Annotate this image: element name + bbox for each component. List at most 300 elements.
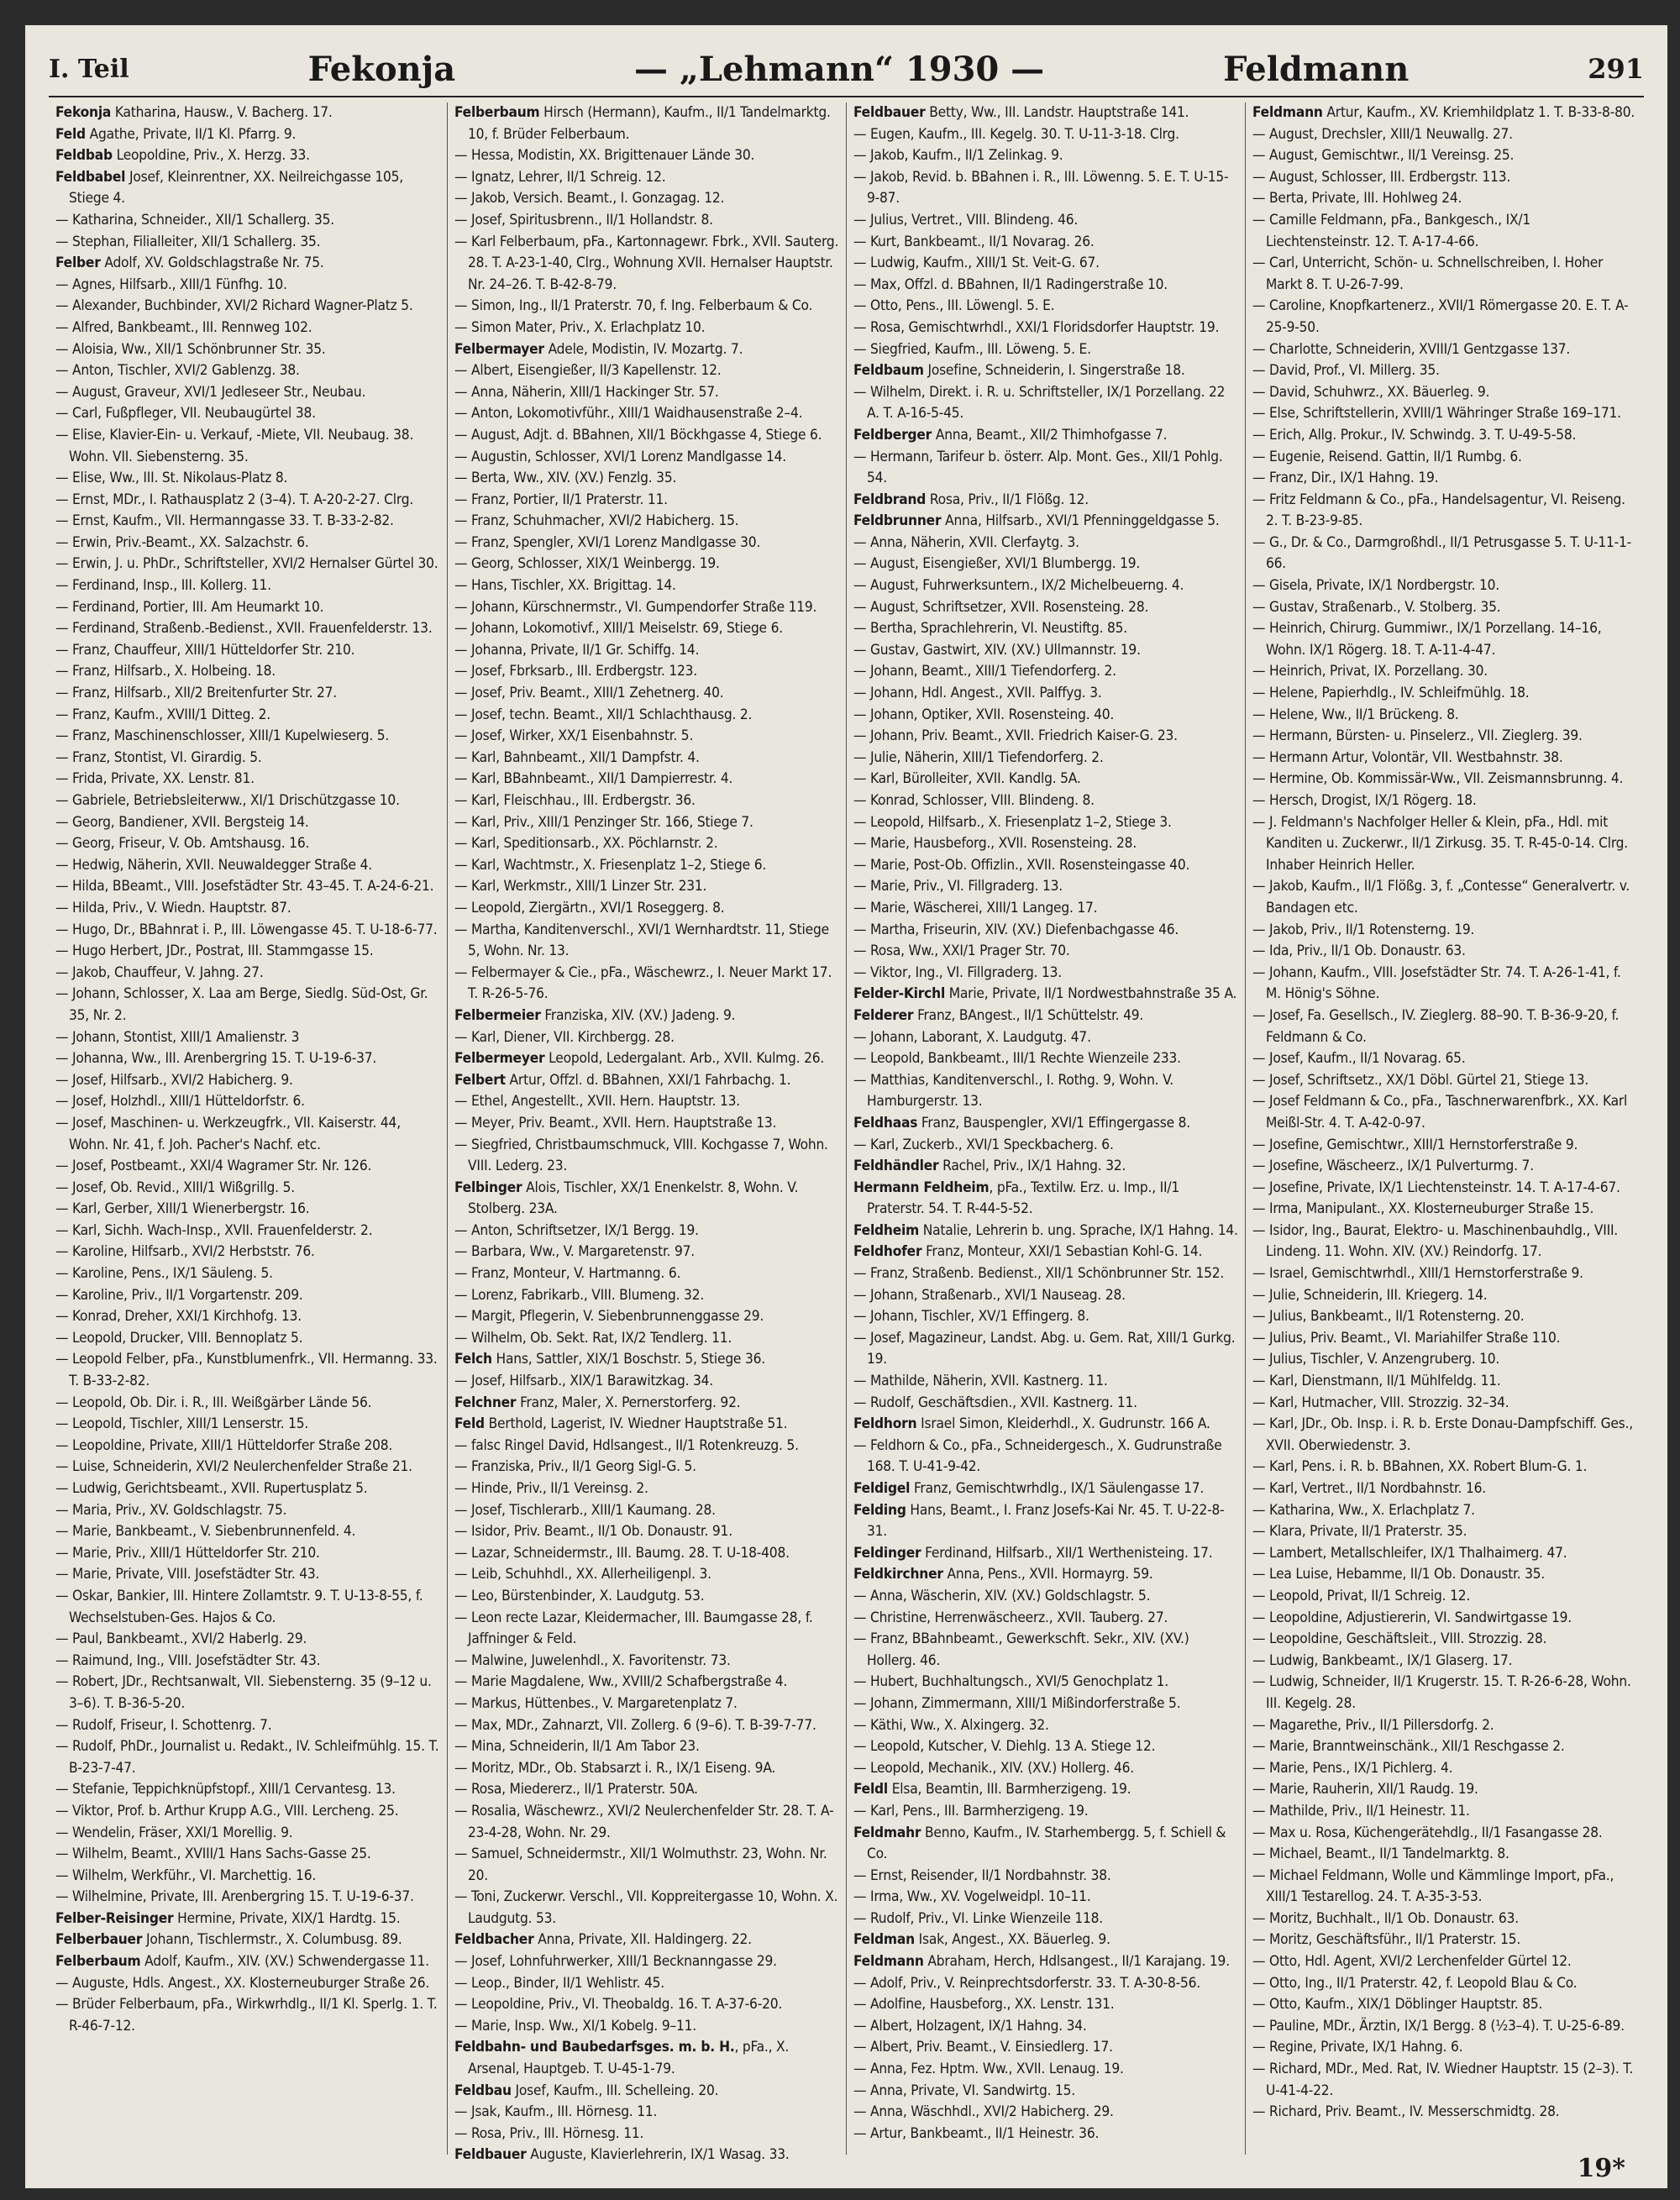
directory-entry	[1252, 1564, 1637, 1586]
directory-entry	[1252, 296, 1637, 339]
directory-entry	[1252, 210, 1637, 253]
entry-details: — Raimund, Ing., VIII. Josefstädter Str. 43.	[55, 1651, 321, 1669]
entry-details: — Siegfried, Kaufm., III. Löweng. 5. E.	[853, 340, 1091, 358]
directory-entry	[454, 554, 839, 575]
directory-entry	[55, 403, 440, 425]
directory-entry	[55, 1586, 440, 1629]
directory-entry	[55, 145, 440, 167]
entry-details: — Hilda, Priv., V. Wiedn. Hauptstr. 87.	[55, 899, 291, 916]
entry-surname: Felber	[55, 255, 101, 272]
entry-details: — Franz, Monteur, V. Hartmanng. 6.	[454, 1265, 681, 1283]
directory-entry	[1252, 790, 1637, 812]
directory-entry	[853, 1693, 1238, 1715]
directory-entry	[1252, 618, 1637, 661]
entry-details: — Franz, Straßenb. Bedienst., XII/1 Schönbrunner Str. 152.	[853, 1265, 1225, 1283]
directory-entry	[454, 2145, 839, 2166]
entry-details: — Karl, Hutmacher, VIII. Strozzig. 32–34.	[1252, 1394, 1509, 1411]
directory-entry	[55, 425, 440, 468]
directory-entry	[55, 1457, 440, 1478]
directory-entry	[454, 1070, 839, 1092]
entry-details: Adele, Modistin, IV. Mozartg. 7.	[543, 340, 743, 358]
directory-entry	[853, 1027, 1238, 1049]
directory-entry	[1252, 1866, 1637, 1909]
directory-entry	[55, 511, 440, 533]
first-entry-name: Fekonja	[307, 49, 456, 89]
directory-entry	[454, 1844, 839, 1887]
directory-entry	[454, 726, 839, 748]
directory-entry	[853, 812, 1238, 834]
entry-details: — Johann, Optiker, XVII. Rosensteing. 40.	[853, 706, 1115, 723]
entry-details: — Marie Magdalene, Ww., XVIII/2 Schafbergstraße 4.	[454, 1673, 788, 1691]
entry-details: Franz, Bauspengler, XVI/1 Effingergasse 8.	[917, 1114, 1191, 1132]
entry-details: — Katharina, Schneider., XII/1 Schallerg. 35.	[55, 211, 334, 228]
directory-entry	[454, 1048, 839, 1070]
directory-entry	[454, 2081, 839, 2103]
directory-entry	[55, 275, 440, 297]
entry-details: — Otto, Pens., III. Löwengl. 5. E.	[853, 297, 1055, 315]
directory-entry	[1252, 1263, 1637, 1285]
entry-surname: Feldbauer	[454, 2146, 527, 2164]
directory-entry	[853, 2016, 1238, 2038]
directory-entry	[454, 339, 839, 361]
directory-entry	[55, 167, 440, 210]
directory-entry	[55, 1328, 440, 1350]
entry-details: — Marie, Post-Ob. Offizlin., XVII. Rosensteingasse 40.	[853, 856, 1190, 874]
entry-details: Josef, Kleinrentner, XX. Neilreichgasse 105, Stiege 4.	[69, 168, 403, 207]
directory-entry	[55, 963, 440, 984]
directory-entry	[55, 876, 440, 898]
directory-entry	[853, 232, 1238, 254]
entry-details: — Franz, Portier, II/1 Praterstr. 11.	[454, 491, 668, 508]
directory-entry	[1252, 941, 1637, 963]
directory-entry	[55, 296, 440, 318]
entry-surname: Feldbahn- und Baubedarfsges. m. b. H.	[454, 2039, 735, 2056]
entry-surname: Felding	[853, 1501, 906, 1519]
entry-details: — Josef Feldmann & Co., pFa., Taschnerwarenfbrk., XX. Karl Meißl-Str. 4. T. A-42-0-97.	[1252, 1093, 1628, 1132]
directory-entry	[55, 1027, 440, 1049]
entry-details: — Rudolf, PhDr., Journalist u. Redakt., IV. Schleifmühlg. 15. T. B-23-7-47.	[55, 1738, 439, 1777]
entry-details: — Franz, Chauffeur, XIII/1 Hütteldorfer Str. 210.	[55, 641, 355, 659]
directory-entry	[454, 1242, 839, 1263]
entry-details: Adolf, Kaufm., XIV. (XV.) Schwendergasse 11.	[140, 1953, 429, 1971]
entry-surname: Felbinger	[454, 1179, 522, 1196]
entry-details: — August, Drechsler, XIII/1 Neuwallg. 27.	[1252, 125, 1513, 143]
directory-entry	[1252, 1801, 1637, 1823]
entry-details: Anna, Beamt., XII/2 Thimhofgasse 7.	[932, 426, 1168, 444]
directory-entry	[454, 1285, 839, 1307]
entry-details: — Karl, JDr., Ob. Insp. i. R. b. Erste Donau-Dampfschiff. Ges., XVII. Oberwiedenstr. 3.	[1252, 1415, 1633, 1454]
directory-entry	[55, 1178, 440, 1200]
directory-entry	[1252, 339, 1637, 361]
directory-entry	[454, 490, 839, 512]
directory-entry	[853, 145, 1238, 167]
directory-entry	[1252, 1844, 1637, 1866]
entry-details: — Malwine, Juwelenhdl., X. Favoritenstr. 73.	[454, 1651, 731, 1669]
entry-details: — Else, Schriftstellerin, XVIII/1 Währinger Straße 169–171.	[1252, 405, 1621, 423]
entry-details: — Wilhelm, Direkt. i. R. u. Schriftsteller, IX/1 Porzellang. 22 A. T. A-16-5-45.	[853, 383, 1226, 423]
directory-entry	[853, 1070, 1238, 1113]
directory-entry	[853, 382, 1238, 425]
entry-details: — Helene, Papierhdlg., IV. Schleifmühlg. 18.	[1252, 685, 1530, 702]
entry-details: — Anna, Wäscherin, XIV. (XV.) Goldschlagstr. 5.	[853, 1587, 1151, 1604]
entry-details: — Franz, Schuhmacher, XVI/2 Habicherg. 15.	[454, 512, 739, 530]
directory-entry	[55, 1951, 440, 1973]
directory-entry	[1252, 920, 1637, 942]
entry-details: — Anton, Schriftsetzer, IX/1 Bergg. 19.	[454, 1221, 699, 1239]
entry-surname: Feldhofer	[853, 1243, 922, 1261]
directory-entry	[1252, 360, 1637, 382]
directory-entry	[853, 769, 1238, 790]
entry-details: — Ludwig, Bankbeamt., IX/1 Glaserg. 17.	[1252, 1651, 1513, 1669]
directory-entry	[853, 1736, 1238, 1758]
entry-details: — Franz, Kaufm., XVIII/1 Ditteg. 2.	[55, 706, 270, 723]
entry-surname: Felder-Kirchl	[853, 985, 946, 1003]
directory-entry	[1252, 188, 1637, 210]
entry-details: — Josefine, Wäscheerz., IX/1 Pulverturmg. 7.	[1252, 1158, 1534, 1175]
entry-surname: Feldbacher	[454, 1931, 534, 1949]
directory-entry	[1252, 1349, 1637, 1371]
entry-details: — Marie, Branntweinschänk., XII/1 Reschgasse 2.	[1252, 1738, 1565, 1756]
entry-details: — Josef, Spiritusbrenn., II/1 Hollandstr. 8.	[454, 211, 713, 228]
directory-entry	[853, 2124, 1238, 2145]
directory-entry	[55, 769, 440, 790]
directory-entry	[853, 575, 1238, 597]
directory-entry	[853, 1371, 1238, 1393]
entry-details: Josef, Kaufm., III. Schelleing. 20.	[511, 2082, 719, 2099]
entry-details: — Bertha, Sprachlehrerin, VI. Neustiftg. 85.	[853, 620, 1128, 638]
entry-details: Hermine, Private, XIX/1 Hardtg. 15.	[173, 1909, 401, 1927]
entry-details: — Heinrich, Privat, IX. Porzellang. 30.	[1252, 663, 1488, 680]
directory-entry	[1252, 1091, 1637, 1134]
directory-entry	[853, 1564, 1238, 1586]
entry-surname: Felberbaum	[55, 1953, 141, 1971]
entry-details: — Michael Feldmann, Wolle und Kämmlinge Import, pFa., XIII/1 Testarellog. 24. T. A-35-3-53.	[1252, 1867, 1614, 1906]
directory-entry	[853, 1951, 1238, 1973]
entry-details: Marie, Private, II/1 Nordwestbahnstraße 35 A.	[945, 985, 1237, 1003]
directory-entry	[454, 1027, 839, 1049]
entry-details: — Stephan, Filialleiter, XII/1 Schallerg. 35.	[55, 233, 321, 250]
entry-details: — falsc Ringel David, Hdlsangest., II/1 Rotenkreuzg. 5.	[454, 1436, 799, 1454]
directory-entry	[1252, 1135, 1637, 1157]
directory-entry	[454, 1736, 839, 1758]
entry-details: — Luise, Schneiderin, XVI/2 Neulerchenfelder Straße 21.	[55, 1458, 412, 1476]
directory-entry	[454, 1651, 839, 1672]
entry-details: — Lea Luise, Hebamme, II/1 Ob. Donaustr. 35.	[1252, 1566, 1546, 1583]
entry-details: — Karl, Gerber, XIII/1 Wienerbergstr. 16.	[55, 1200, 310, 1218]
entry-details: — Leopoldine, Priv., VI. Theobaldg. 16. T. A-37-6-20.	[454, 1996, 783, 2014]
directory-entry	[55, 1779, 440, 1801]
entry-details: — Ernst, MDr., I. Rathausplatz 2 (3–4). T. A-20-2-27. Clrg.	[55, 491, 414, 508]
directory-entry	[454, 1521, 839, 1543]
directory-entry	[55, 640, 440, 662]
directory-entry	[1252, 1500, 1637, 1522]
directory-entry	[55, 318, 440, 339]
entry-details: — Fritz Feldmann & Co., pFa., Handelsagentur, VI. Reiseng. 2. T. B-23-9-85.	[1252, 491, 1625, 530]
entry-details: — Berta, Private, III. Hohlweg 24.	[1252, 190, 1462, 207]
entry-details: — August, Adjt. d. BBahnen, XII/1 Böckhgasse 4, Stiege 6.	[454, 426, 822, 444]
entry-details: — G., Dr. & Co., Darmgroßhdl., II/1 Petrusgasse 5. T. U-11-1-66.	[1252, 533, 1632, 573]
entry-surname: Felbermeier	[454, 1006, 541, 1024]
directory-entry	[55, 1263, 440, 1285]
directory-entry	[853, 490, 1238, 512]
directory-entry	[853, 511, 1238, 533]
entry-surname: Hermann Feldheim	[853, 1179, 990, 1196]
directory-entry	[454, 1779, 839, 1801]
directory-entry	[853, 1608, 1238, 1630]
directory-entry	[55, 618, 440, 640]
entry-details: — Georg, Friseur, V. Ob. Amtshausg. 16.	[55, 835, 310, 853]
entry-surname: Feldmann	[1252, 104, 1323, 121]
entry-details: — Isidor, Priv. Beamt., II/1 Ob. Donaustr. 91.	[454, 1523, 732, 1541]
entry-details: , pFa., X. Arsenal, Hauptgeb. T. U-45-1-79.	[468, 2039, 790, 2078]
directory-entry	[55, 1564, 440, 1586]
directory-entry	[853, 1242, 1238, 1263]
entry-details: — Rudolf, Friseur, I. Schottenrg. 7.	[55, 1716, 272, 1734]
entry-details: — Johann, Tischler, XV/1 Effingerg. 8.	[853, 1308, 1089, 1326]
directory-entry	[454, 102, 839, 145]
directory-entry	[1252, 2037, 1637, 2059]
directory-entry	[454, 618, 839, 640]
entry-details: — Julius, Tischler, V. Anzengruberg. 10.	[1252, 1351, 1500, 1368]
entry-surname: Feldbrunner	[853, 512, 942, 530]
entry-details: — Max, Offzl. d. BBahnen, II/1 Radingerstraße 10.	[853, 276, 1168, 293]
entry-details: — Irma, Manipulant., XX. Klosterneuburger Straße 15.	[1252, 1200, 1594, 1218]
entry-details: — Josef, Magazineur, Landst. Abg. u. Gem. Rat, XIII/1 Gurkg. 19.	[853, 1329, 1236, 1368]
entry-details: — Anna, Wäschhdl., XVI/2 Habicherg. 29.	[853, 2103, 1114, 2121]
directory-entry	[454, 769, 839, 790]
directory-entry	[55, 1715, 440, 1737]
entry-details: — Franz, Dir., IX/1 Hahng. 19.	[1252, 470, 1439, 487]
entry-details: — Franziska, Priv., II/1 Georg Sigl-G. 5.	[454, 1458, 696, 1476]
entry-details: Leopold, Ledergalant. Arb., XVII. Kulmg. 26.	[544, 1050, 825, 1068]
directory-entry	[55, 1801, 440, 1823]
directory-entry	[1252, 1521, 1637, 1543]
entry-details: — August, Fuhrwerksuntern., IX/2 Michelbeuerng. 4.	[853, 577, 1184, 595]
entry-details: — Wendelin, Fräser, XXI/1 Morellig. 9.	[55, 1824, 293, 1841]
entry-details: — Meyer, Priv. Beamt., XVII. Hern. Hauptstraße 13.	[454, 1114, 777, 1132]
directory-entry	[55, 1285, 440, 1307]
directory-entry	[853, 318, 1238, 339]
column-1	[49, 102, 448, 2155]
entry-details: — Augustin, Schlosser, XVI/1 Lorenz Mandlgasse 14.	[454, 448, 787, 465]
page-number: 291	[1588, 53, 1644, 85]
directory-entry	[1252, 1736, 1637, 1758]
directory-entry	[454, 511, 839, 533]
entry-surname: Feldbab	[55, 147, 113, 165]
entry-surname: Felberbauer	[55, 1931, 143, 1949]
directory-entry	[454, 1693, 839, 1715]
directory-entry	[55, 726, 440, 748]
entry-details: — Eugenie, Reisend. Gattin, II/1 Rumbg. 6.	[1252, 448, 1522, 465]
entry-details: — Jakob, Kaufm., II/1 Flößg. 3, f. „Contesse“ Generalvertr. v. Bandagen etc.	[1252, 878, 1630, 916]
entry-details: — Leo, Bürstenbinder, X. Laudgutg. 53.	[454, 1587, 705, 1604]
entry-details: — Josef, Hilfsarb., XVI/2 Habicherg. 9.	[55, 1071, 293, 1089]
directory-entry	[454, 1178, 839, 1221]
entry-details: — Johann, Kaufm., VIII. Josefstädter Str. 74. T. A-26-1-41, f. M. Hönig's Söhne.	[1252, 963, 1621, 1003]
entry-details: — Eugen, Kaufm., III. Kegelg. 30. T. U-11-3-18. Clrg.	[853, 125, 1179, 143]
entry-details: Franziska, XIV. (XV.) Jadeng. 9.	[540, 1006, 736, 1024]
entry-details: — Johann, Zimmermann, XIII/1 Mißindorferstraße 5.	[853, 1694, 1181, 1712]
entry-details: — August, Schlosser, III. Erdbergstr. 113.	[1252, 168, 1511, 186]
entry-details: — David, Prof., VI. Millerg. 35.	[1252, 362, 1440, 380]
entry-details: — Karl, Diener, VII. Kirchbergg. 28.	[454, 1028, 675, 1046]
directory-entry	[1252, 1758, 1637, 1780]
entry-surname: Feldinger	[853, 1544, 921, 1562]
directory-entry	[1252, 1478, 1637, 1500]
directory-entry	[55, 339, 440, 361]
entry-details: — Georg, Bandiener, XVII. Bergsteig 14.	[55, 813, 309, 831]
directory-entry	[853, 1414, 1238, 1436]
entry-details: — Robert, JDr., Rechtsanwalt, VII. Siebensterng. 35 (9–12 u. 3–6). T. B-36-5-20.	[55, 1673, 432, 1712]
entry-details: — Leopoldine, Geschäftsleit., VIII. Strozzig. 28.	[1252, 1630, 1547, 1648]
directory-entry	[1252, 1909, 1637, 1930]
entry-details: — Michael, Beamt., II/1 Tandelmarktg. 8.	[1252, 1846, 1509, 1863]
directory-entry	[1252, 661, 1637, 683]
directory-entry	[1252, 1930, 1637, 1951]
entry-details: Betty, Ww., III. Landstr. Hauptstraße 141.	[925, 104, 1189, 121]
directory-entry	[853, 2102, 1238, 2124]
entry-details: — Karoline, Hilfsarb., XVI/2 Herbststr. 76.	[55, 1243, 315, 1261]
directory-entry	[1252, 1973, 1637, 1995]
entry-details: Hans, Beamt., I. Franz Josefs-Kai Nr. 45. T. U-22-8-31.	[867, 1501, 1225, 1541]
directory-entry	[454, 1221, 839, 1242]
directory-entry	[55, 1221, 440, 1242]
directory-entry	[454, 1328, 839, 1350]
directory-entry	[454, 1478, 839, 1500]
directory-entry	[55, 920, 440, 942]
directory-entry	[454, 2102, 839, 2124]
entry-details: — Konrad, Dreher, XXI/1 Kirchhofg. 13.	[55, 1308, 302, 1326]
directory-entry	[853, 1156, 1238, 1178]
entry-details: — Johann, Stontist, XIII/1 Amalienstr. 3	[55, 1028, 300, 1046]
directory-entry	[55, 1393, 440, 1415]
entry-details: — Franz, BBahnbeamt., Gewerkschft. Sekr., XIV. (XV.) Hollerg. 46.	[853, 1630, 1189, 1669]
entry-surname: Felberbaum	[454, 104, 540, 121]
directory-entry	[853, 1135, 1238, 1157]
last-entry-name: Feldmann	[1223, 49, 1410, 89]
entry-details: — Julie, Schneiderin, III. Kriegerg. 14.	[1252, 1286, 1488, 1304]
directory-entry	[454, 533, 839, 554]
entry-details: — Max u. Rosa, Küchengerätehdlg., II/1 Fasangasse 28.	[1252, 1824, 1603, 1841]
entry-details: — Margit, Pflegerin, V. Siebenbrunnenggasse 29.	[454, 1308, 764, 1326]
entry-details: — Moritz, MDr., Ob. Stabsarzt i. R., IX/1 Eiseng. 9A.	[454, 1759, 776, 1777]
entry-details: — Jakob, Revid. b. BBahnen i. R., III. Löwenng. 5. E. T. U-15-9-87.	[853, 168, 1229, 207]
directory-entry	[853, 1672, 1238, 1693]
directory-entry	[1252, 425, 1637, 447]
entry-details: — Viktor, Prof. b. Arthur Krupp A.G., VIII. Lercheng. 25.	[55, 1802, 399, 1819]
entry-details: — Julius, Vertret., VIII. Blindeng. 46.	[853, 211, 1079, 228]
directory-entry	[853, 167, 1238, 210]
page-header	[49, 42, 1644, 97]
directory-entry	[1252, 253, 1637, 296]
entry-details: — Marie, Priv., VI. Fillgraderg. 13.	[853, 878, 1063, 895]
directory-entry	[853, 1994, 1238, 2016]
directory-entry	[454, 640, 839, 662]
entry-details: — Karl, Bahnbeamt., XII/1 Dampfstr. 4.	[454, 748, 700, 766]
entry-details: — Leopold, Ob. Dir. i. R., III. Weißgärber Lände 56.	[55, 1394, 372, 1411]
entry-details: — Rosa, Miedererz., II/1 Praterstr. 50A.	[454, 1781, 698, 1798]
entry-details: — Leopold, Tischler, XIII/1 Lenserstr. 15.	[55, 1415, 309, 1433]
directory-entry	[853, 447, 1238, 490]
entry-details: — Richard, Priv. Beamt., IV. Messerschmidtg. 28.	[1252, 2103, 1560, 2121]
directory-entry	[853, 1393, 1238, 1415]
entry-surname: Felbermayer	[454, 340, 544, 358]
directory-entry	[853, 640, 1238, 662]
entry-details: — J. Feldmann's Nachfolger Heller & Klein, pFa., Hdl. mit Kanditen u. Zuckerwr., II/1 Zirkusg. 35. T. R-45-0-14. Clrg. Inhaber Heinrich Heller.	[1252, 813, 1629, 874]
directory-entry	[55, 1242, 440, 1263]
entry-surname: Feldheim	[853, 1221, 920, 1239]
entry-details: — Hilda, BBeamt., VIII. Josefstädter Str. 43–45. T. A-24-6-21.	[55, 878, 434, 895]
entry-details: — Karl, Wachtmstr., X. Friesenplatz 1–2, Stiege 6.	[454, 856, 767, 874]
entry-details: — Leopold Felber, pFa., Kunstblumenfrk., VII. Hermanng. 33. T. B-33-2-82.	[55, 1351, 438, 1390]
directory-entry	[1252, 1393, 1637, 1415]
entry-details: — Wilhelm, Werkführ., VI. Marchettig. 16.	[55, 1867, 317, 1884]
directory-entry	[454, 898, 839, 920]
directory-entry	[454, 1436, 839, 1457]
entry-details: — Karl, Zuckerb., XVI/1 Speckbacherg. 6.	[853, 1136, 1114, 1153]
directory-entry	[1252, 124, 1637, 146]
entry-details: — Josef, Kaufm., II/1 Novarag. 65.	[1252, 1050, 1466, 1068]
directory-entry	[454, 210, 839, 232]
directory-entry	[853, 425, 1238, 447]
directory-entry	[853, 683, 1238, 705]
directory-entry	[55, 1091, 440, 1113]
directory-entry	[853, 1930, 1238, 1951]
entry-details: Abraham, Herch, Hdlsangest., II/1 Karajang. 19.	[923, 1953, 1230, 1971]
directory-entry	[454, 1113, 839, 1135]
entry-details: Rachel, Priv., IX/1 Hahng. 32.	[938, 1158, 1126, 1175]
directory-entry	[55, 382, 440, 404]
directory-entry	[454, 382, 839, 404]
entry-details: Adolf, XV. Goldschlagstraße Nr. 75.	[100, 255, 324, 272]
entry-details: — Leopold, Privat, II/1 Schreig. 12.	[1252, 1587, 1471, 1604]
entry-details: — Viktor, Ing., VI. Fillgraderg. 13.	[853, 963, 1062, 981]
directory-entry	[55, 124, 440, 146]
entry-details: — Karl, Pens., III. Barmherzigeng. 19.	[853, 1802, 1089, 1819]
directory-entry	[55, 661, 440, 683]
entry-details: — Franz, Stontist, VI. Girardig. 5.	[55, 748, 262, 766]
entry-details: — Josef, Ob. Revid., XIII/1 Wißgrillg. 5.	[55, 1179, 295, 1196]
entry-details: Johann, Tischlermstr., X. Columbusg. 89.	[142, 1931, 402, 1949]
entry-details: — Karl, Werkmstr., XIII/1 Linzer Str. 231.	[454, 878, 707, 895]
entry-details: — Helene, Ww., II/1 Brückeng. 8.	[1252, 706, 1459, 723]
entry-details: — Jakob, Priv., II/1 Rotensterng. 19.	[1252, 921, 1475, 938]
directory-entry	[55, 1909, 440, 1930]
directory-entry	[853, 790, 1238, 812]
entry-details: — Marie, Bankbeamt., V. Siebenbrunnenfeld. 4.	[55, 1523, 356, 1541]
entry-details: — Wilhelm, Ob. Sekt. Rat, IX/2 Tendlerg. 11.	[454, 1329, 732, 1347]
entry-details: — Camille Feldmann, pFa., Bankgesch., IX/1 Liechtensteinstr. 12. T. A-17-4-66.	[1252, 211, 1530, 250]
entry-details: Katharina, Hausw., V. Bacherg. 17.	[111, 104, 333, 121]
directory-entry	[1252, 748, 1637, 769]
entry-details: — Ernst, Reisender, II/1 Nordbahnstr. 38.	[853, 1867, 1111, 1884]
directory-entry	[454, 1371, 839, 1393]
entry-details: — Leib, Schuhhdl., XX. Allerheiligenpl. 3.	[454, 1566, 711, 1583]
entry-surname: Felch	[454, 1351, 492, 1368]
directory-entry	[1252, 1994, 1637, 2016]
entry-details: — Hessa, Modistin, XX. Brigittenauer Lände 30.	[454, 147, 755, 165]
directory-entry	[1252, 1608, 1637, 1630]
directory-entry	[853, 963, 1238, 984]
entry-surname: Feldhorn	[853, 1415, 917, 1433]
entry-details: — Karl, Bürolleiter, XVII. Kandlg. 5A.	[853, 770, 1081, 788]
directory-entry	[454, 833, 839, 855]
entry-details: — Georg, Schlosser, XIX/1 Weinbergg. 19.	[454, 555, 720, 573]
entry-details: Hans, Sattler, XIX/1 Boschstr. 5, Stiege 36.	[491, 1351, 765, 1368]
entry-details: — Agnes, Hilfsarb., XIII/1 Fünfhg. 10.	[55, 276, 287, 293]
column-4	[1246, 102, 1644, 2155]
entry-details: — Karl, Fleischhau., III. Erdbergstr. 36.	[454, 792, 696, 809]
